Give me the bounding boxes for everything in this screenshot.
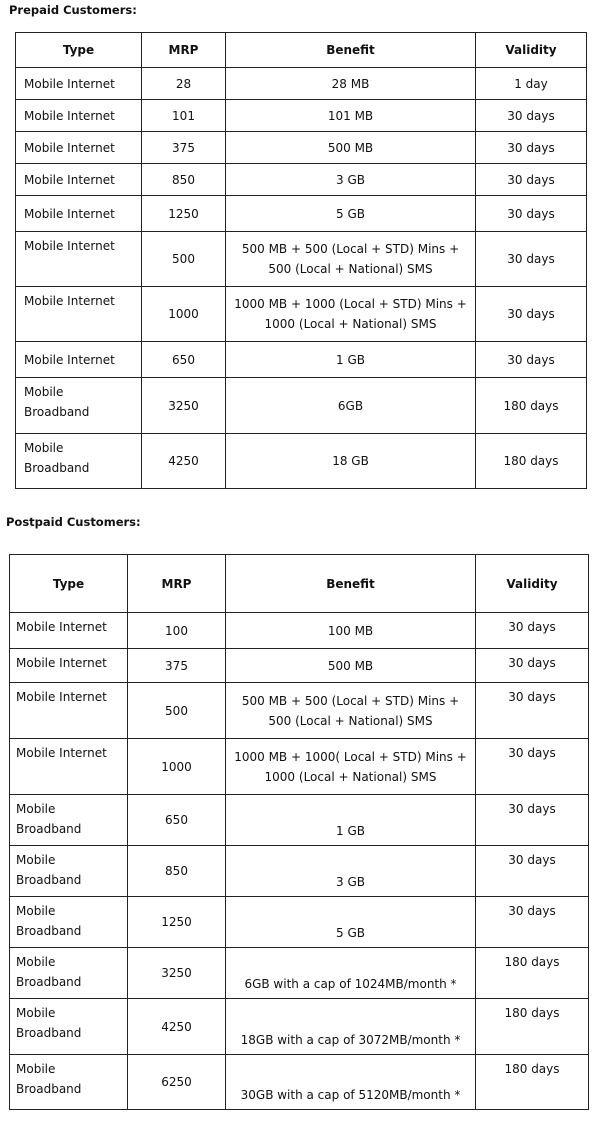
cell-benefit: 18 GB [226, 434, 476, 489]
postpaid-header-row [10, 555, 589, 613]
cell-benefit: 3 GB [226, 164, 476, 196]
type-line: Broadband [24, 461, 90, 475]
cell-mrp: 1250 [142, 196, 226, 232]
cell-validity: 30 days [476, 100, 587, 132]
cell-mrp: 650 [128, 795, 226, 846]
cell-validity: 30 days [476, 196, 587, 232]
table-row [16, 164, 587, 196]
cell-validity: 30 days [476, 795, 589, 846]
table-row [10, 739, 589, 795]
benefit-line: 500 (Local + National) SMS [268, 262, 433, 276]
cell-benefit: 5 GB [226, 196, 476, 232]
type-line: Broadband [16, 1026, 82, 1040]
cell-mrp: 1000 [128, 739, 226, 795]
cell-mrp: 4250 [128, 999, 226, 1055]
cell-benefit: 18GB with a cap of 3072MB/month * [226, 999, 476, 1055]
cell-type [10, 897, 128, 948]
type-line: Broadband [16, 1082, 82, 1096]
type-line: Broadband [24, 405, 90, 419]
table-row [10, 795, 589, 846]
table-row [16, 378, 587, 434]
cell-type: Mobile Internet [16, 287, 142, 342]
type-line: Mobile [16, 1006, 56, 1020]
cell-validity: 180 days [476, 378, 587, 434]
col-header-mrp: MRP [142, 33, 226, 68]
benefit-line: 1000 (Local + National) SMS [264, 769, 437, 784]
cell-mrp: 3250 [128, 948, 226, 999]
cell-type [10, 1055, 128, 1110]
cell-type [16, 378, 142, 434]
cell-type [10, 846, 128, 897]
cell-type: Mobile Internet [16, 342, 142, 378]
cell-validity: 180 days [476, 948, 589, 999]
cell-mrp: 4250 [142, 434, 226, 489]
col-header-benefit: Benefit [226, 33, 476, 68]
cell-benefit [226, 683, 476, 739]
postpaid-table [9, 554, 589, 1110]
cell-mrp: 1250 [128, 897, 226, 948]
type-line: Broadband [16, 822, 82, 836]
table-row [10, 948, 589, 999]
type-line: Mobile [16, 1062, 56, 1076]
table-row [16, 132, 587, 164]
type-line: Mobile [16, 853, 56, 867]
cell-benefit: 1 GB [226, 342, 476, 378]
table-row [10, 1055, 589, 1110]
type-line: Mobile [24, 441, 64, 455]
cell-mrp: 850 [128, 846, 226, 897]
cell-type: Mobile Internet [10, 613, 128, 649]
table-row [16, 287, 587, 342]
cell-benefit: 6GB [226, 378, 476, 434]
cell-benefit: 5 GB [226, 897, 476, 948]
cell-type [10, 795, 128, 846]
table-row [10, 846, 589, 897]
cell-validity: 180 days [476, 999, 589, 1055]
cell-type: Mobile Internet [10, 683, 128, 739]
cell-type: Mobile Internet [16, 196, 142, 232]
cell-mrp: 500 [128, 683, 226, 739]
table-row [16, 100, 587, 132]
cell-benefit: 101 MB [226, 100, 476, 132]
col-header-mrp: MRP [128, 555, 226, 613]
cell-validity: 30 days [476, 287, 587, 342]
cell-validity: 180 days [476, 1055, 589, 1110]
cell-type: Mobile Internet [16, 68, 142, 100]
cell-type [10, 999, 128, 1055]
benefit-line: 500 MB + 500 (Local + STD) Mins + [241, 693, 460, 708]
cell-validity: 30 days [476, 739, 589, 795]
cell-validity: 30 days [476, 342, 587, 378]
benefit-line: 1000 (Local + National) SMS [264, 317, 437, 331]
col-header-benefit: Benefit [226, 555, 476, 613]
cell-validity: 30 days [476, 613, 589, 649]
cell-mrp: 6250 [128, 1055, 226, 1110]
cell-benefit: 28 MB [226, 68, 476, 100]
cell-validity: 30 days [476, 132, 587, 164]
table-row [16, 434, 587, 489]
cell-mrp: 850 [142, 164, 226, 196]
col-header-type: Type [10, 555, 128, 613]
col-header-type: Type [16, 33, 142, 68]
cell-benefit: 100 MB [226, 613, 476, 649]
cell-validity: 30 days [476, 897, 589, 948]
type-line: Broadband [16, 924, 82, 938]
table-row [16, 232, 587, 287]
cell-validity: 180 days [476, 434, 587, 489]
cell-mrp: 3250 [142, 378, 226, 434]
benefit-line: 1000 MB + 1000( Local + STD) Mins + [234, 749, 467, 764]
cell-mrp: 1000 [142, 287, 226, 342]
postpaid-heading: Postpaid Customers: [6, 515, 141, 529]
table-row [10, 613, 589, 649]
cell-validity: 30 days [476, 232, 587, 287]
cell-benefit: 3 GB [226, 846, 476, 897]
cell-type: Mobile Internet [16, 232, 142, 287]
cell-benefit: 500 MB [226, 132, 476, 164]
cell-type [10, 948, 128, 999]
cell-validity: 30 days [476, 846, 589, 897]
cell-type: Mobile Internet [10, 649, 128, 683]
type-line: Mobile [24, 385, 64, 399]
cell-validity: 30 days [476, 683, 589, 739]
table-row [16, 342, 587, 378]
table-row [16, 196, 587, 232]
cell-validity: 1 day [476, 68, 587, 100]
type-line: Mobile [16, 802, 56, 816]
cell-validity: 30 days [476, 164, 587, 196]
benefit-line: 1000 MB + 1000 (Local + STD) Mins + [234, 297, 467, 311]
cell-benefit: 30GB with a cap of 5120MB/month * [226, 1055, 476, 1110]
table-row [16, 68, 587, 100]
type-line: Mobile [16, 904, 56, 918]
cell-benefit [226, 287, 476, 342]
cell-mrp: 100 [128, 613, 226, 649]
table-row [10, 999, 589, 1055]
cell-benefit: 1 GB [226, 795, 476, 846]
cell-type: Mobile Internet [10, 739, 128, 795]
prepaid-header-row [16, 33, 587, 68]
cell-mrp: 28 [142, 68, 226, 100]
table-row [10, 897, 589, 948]
cell-validity: 30 days [476, 649, 589, 683]
cell-mrp: 101 [142, 100, 226, 132]
cell-type: Mobile Internet [16, 100, 142, 132]
col-header-validity: Validity [476, 555, 589, 613]
cell-type: Mobile Internet [16, 132, 142, 164]
cell-benefit [226, 232, 476, 287]
cell-mrp: 500 [142, 232, 226, 287]
table-row [10, 649, 589, 683]
type-line: Mobile [16, 955, 56, 969]
cell-benefit [226, 739, 476, 795]
cell-type: Mobile Internet [16, 164, 142, 196]
cell-type [16, 434, 142, 489]
cell-mrp: 375 [142, 132, 226, 164]
cell-mrp: 650 [142, 342, 226, 378]
benefit-line: 500 (Local + National) SMS [268, 713, 433, 728]
table-row [10, 683, 589, 739]
benefit-line: 500 MB + 500 (Local + STD) Mins + [241, 242, 460, 256]
prepaid-heading: Prepaid Customers: [9, 3, 137, 17]
col-header-validity: Validity [476, 33, 587, 68]
cell-benefit: 500 MB [226, 649, 476, 683]
prepaid-table [15, 32, 587, 489]
cell-benefit: 6GB with a cap of 1024MB/month * [226, 948, 476, 999]
cell-mrp: 375 [128, 649, 226, 683]
type-line: Broadband [16, 873, 82, 887]
type-line: Broadband [16, 975, 82, 989]
